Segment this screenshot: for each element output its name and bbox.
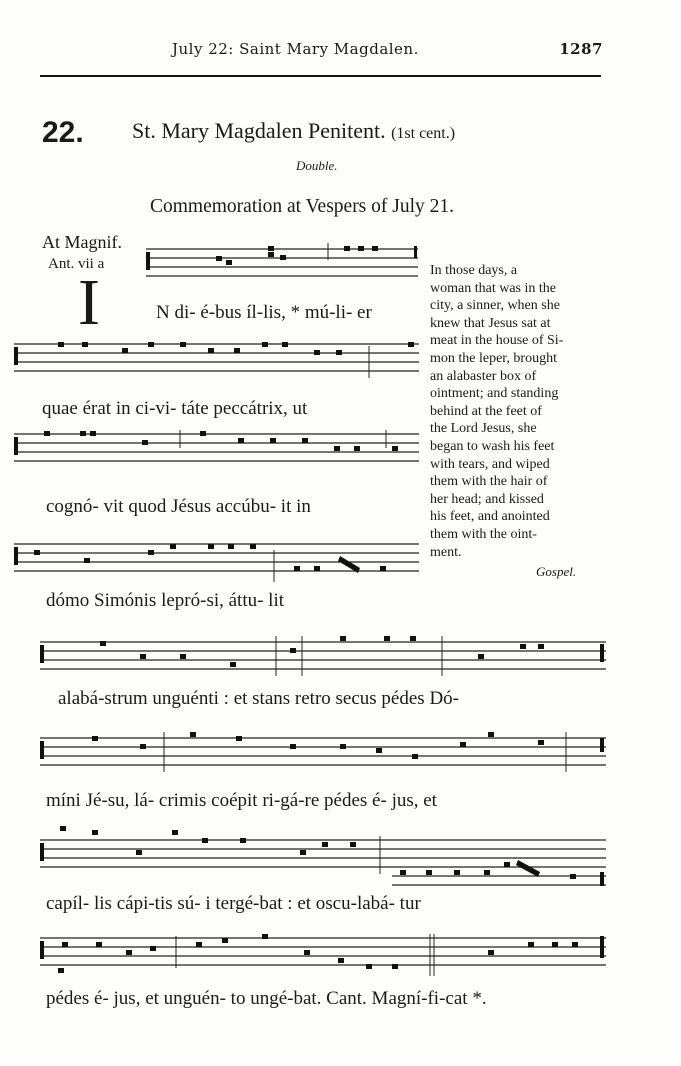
chant-initial: I: [78, 266, 100, 339]
chant-staff-4: [14, 538, 419, 586]
translation-line: the Lord Jesus, she: [430, 421, 537, 437]
translation-line: them with the oint-: [430, 526, 537, 542]
chant-staff-5: [40, 632, 606, 684]
header-rule: [40, 75, 601, 77]
translation-line: mon the leper, brought: [430, 350, 557, 366]
lyric-line-4: dómo Simónis lepró-si, áttu- lit: [46, 590, 285, 611]
translation-line: with tears, and wiped: [430, 456, 550, 472]
chant-staff-8: [40, 930, 606, 980]
translation-line: an alabaster box of: [430, 368, 537, 384]
translation-source: Gospel.: [536, 564, 577, 579]
feast-heading: [132, 118, 455, 144]
translation-line: ointment; and standing: [430, 386, 559, 402]
commemoration-heading: Commemoration at Vespers of July 21.: [150, 196, 455, 217]
translation-line: In those days, a: [430, 263, 518, 278]
translation-line: them with the hair of: [430, 474, 548, 490]
translation-line: meat in the house of Si-: [430, 333, 564, 349]
translation-line: began to wash his feet: [430, 438, 555, 454]
translation-line: her head; and kissed: [430, 491, 544, 507]
chant-staff-6: [40, 728, 606, 780]
lyric-line-2: quae érat in ci-vi- táte peccátrix, ut: [42, 398, 308, 419]
lyric-line-1: N di- é-bus íl-lis, * mú-li- er: [156, 302, 372, 323]
lyric-line-3: cognó- vit quod Jésus accúbu- it in: [46, 496, 311, 517]
feast-number: 22.: [42, 116, 84, 149]
lyric-line-8: pédes é- jus, et unguén- to ungé-bat. Cant. Magní-fi-cat *.: [46, 988, 487, 1009]
chant-staff-2: [14, 338, 419, 382]
translation-line: ment.: [430, 544, 462, 560]
translation-line: knew that Jesus sat at: [430, 315, 551, 331]
english-translation: [430, 262, 606, 561]
lyric-line-7: capíl- lis cápi-tis sú- i tergé-bat : et oscu-labá- tur: [46, 893, 421, 914]
translation-line: city, a sinner, when she: [430, 298, 560, 314]
page-number: 1287: [559, 40, 603, 58]
lyric-line-5: alabá-strum unguénti : et stans retro secus pédes Dó-: [58, 688, 459, 709]
chant-staff-1: [146, 243, 418, 283]
feast-date: (1st cent.): [391, 125, 456, 142]
translation-line: woman that was in the: [430, 280, 556, 296]
translation-line: his feet, and anointed: [430, 509, 550, 525]
chant-staff-7: [40, 826, 606, 892]
antiphon-label: At Magnif.: [42, 232, 122, 252]
running-title: July 22: Saint Mary Magdalen.: [172, 40, 419, 58]
lyric-line-6: míni Jé-su, lá- crimis coépit ri-gá-re pédes é- jus, et: [46, 790, 437, 811]
feast-rank: Double.: [296, 158, 338, 173]
antiphon-mode: Ant. vii a: [48, 256, 105, 272]
feast-title: St. Mary Magdalen Penitent.: [132, 118, 386, 143]
translation-line: behind at the feet of: [430, 403, 542, 419]
chant-staff-3: [14, 428, 419, 472]
